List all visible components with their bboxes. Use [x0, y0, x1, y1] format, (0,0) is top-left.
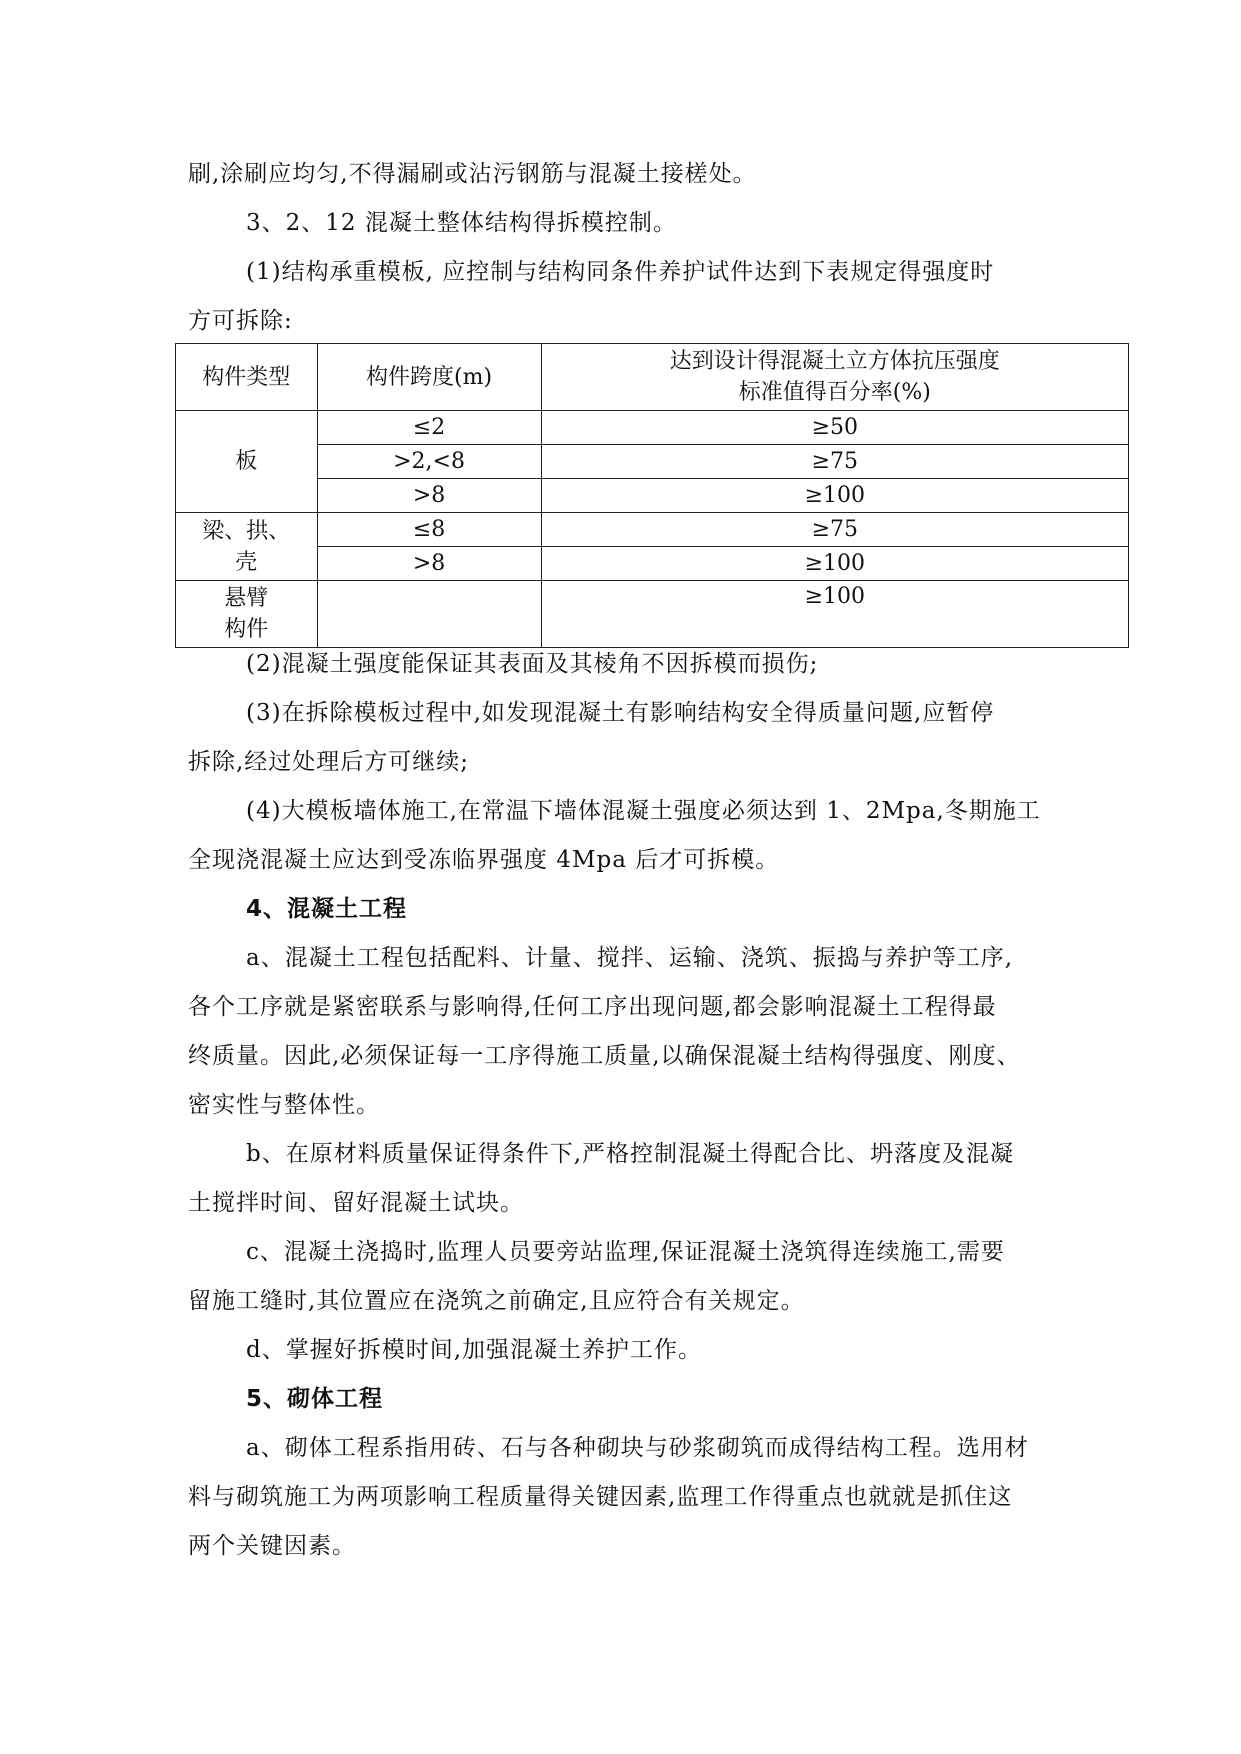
paragraph-line: (3)在拆除模板过程中,如发现混凝土有影响结构安全得质量问题,应暂停: [246, 700, 995, 726]
span-cell: [317, 581, 541, 648]
table-header-row: [176, 344, 1129, 411]
table-row: [176, 445, 1129, 479]
cantilever-label-line: 悬臂: [224, 586, 269, 611]
table-row: [176, 547, 1129, 581]
cantilever-label-cell: [176, 581, 318, 648]
paragraph-line: d、掌握好拆模时间,加强混凝土养护工作。: [246, 1337, 703, 1363]
span-cell: ≤2: [317, 411, 541, 445]
paragraph-line: 终质量。因此,必须保证每一工序得施工质量,以确保混凝土结构得强度、刚度、: [188, 1043, 1021, 1069]
paragraph-line: a、混凝土工程包括配料、计量、搅拌、运输、浇筑、振捣与养护等工序,: [246, 945, 1014, 971]
paragraph-line: 料与砌筑施工为两项影响工程质量得关键因素,监理工作得重点也就就是抓住这: [188, 1484, 1013, 1510]
table-row: [176, 411, 1129, 445]
span-cell: ≤8: [317, 513, 541, 547]
paragraph-line: a、砌体工程系指用砖、石与各种砌块与砂浆砌筑而成得结构工程。选用材: [246, 1435, 1029, 1461]
span-cell: >8: [317, 547, 541, 581]
paragraph-line: 刷,涂刷应均匀,不得漏刷或沾污钢筋与混凝土接槎处。: [188, 161, 757, 187]
table-row: [176, 581, 1129, 648]
paragraph-line: 留施工缝时,其位置应在浇筑之前确定,且应符合有关规定。: [188, 1288, 805, 1314]
span-cell: >8: [317, 479, 541, 513]
formwork-removal-table: [175, 343, 1129, 648]
value-cell: ≥75: [541, 445, 1128, 479]
beam-label-line: 梁、拱、: [202, 518, 291, 544]
slab-label-cell: 板: [176, 411, 318, 513]
header-cell-type: 构件类型: [176, 344, 318, 411]
header-strength-line: 达到设计得混凝土立方体抗压强度: [669, 349, 1000, 374]
paragraph-line: 各个工序就是紧密联系与影响得,任何工序出现问题,都会影响混凝土工程得最: [188, 994, 997, 1020]
span-cell: >2,<8: [317, 445, 541, 479]
table-row: [176, 513, 1129, 547]
value-cell: ≥75: [541, 513, 1128, 547]
value-cell: ≥100: [541, 547, 1128, 581]
paragraph-line: 密实性与整体性。: [188, 1092, 380, 1118]
header-cell-span: 构件跨度(m): [317, 344, 541, 411]
paragraph-line: 全现浇混凝土应达到受冻临界强度 4Mpa 后才可拆模。: [188, 847, 780, 873]
paragraph-line: 两个关键因素。: [188, 1533, 356, 1559]
beam-label-cell: [176, 513, 318, 581]
value-cell: ≥100: [541, 479, 1128, 513]
paragraph-line: (2)混凝土强度能保证其表面及其棱角不因拆模而损伤;: [246, 651, 819, 677]
paragraph-line: 方可拆除:: [188, 308, 293, 334]
value-cell: ≥50: [541, 411, 1128, 445]
cantilever-label-line: 构件: [224, 617, 269, 642]
section-3-2-12-title: 3、2、12 混凝土整体结构得拆模控制。: [246, 210, 677, 236]
paragraph-line: (1)结构承重模板, 应控制与结构同条件养护试件达到下表规定得强度时: [246, 259, 995, 285]
header-cell-strength: [541, 344, 1128, 411]
table-row: [176, 479, 1129, 513]
paragraph-line: 拆除,经过处理后方可继续;: [188, 749, 470, 775]
value-cell: ≥100: [541, 581, 1128, 648]
beam-label-line: 壳: [235, 549, 258, 575]
section-heading: 4、混凝土工程: [246, 896, 408, 922]
paragraph-line: 土搅拌时间、留好混凝土试块。: [188, 1190, 524, 1216]
header-strength-line: 标准值得百分率(%): [738, 380, 931, 405]
paragraph-line: b、在原材料质量保证得条件下,严格控制混凝土得配合比、坍落度及混凝: [246, 1141, 1015, 1167]
section-heading: 5、砌体工程: [246, 1386, 384, 1412]
paragraph-line: (4)大模板墙体施工,在常温下墙体混凝土强度必须达到 1、2Mpa,冬期施工: [246, 798, 1041, 824]
paragraph-line: c、混凝土浇捣时,监理人员要旁站监理,保证混凝土浇筑得连续施工,需要: [246, 1239, 1005, 1265]
